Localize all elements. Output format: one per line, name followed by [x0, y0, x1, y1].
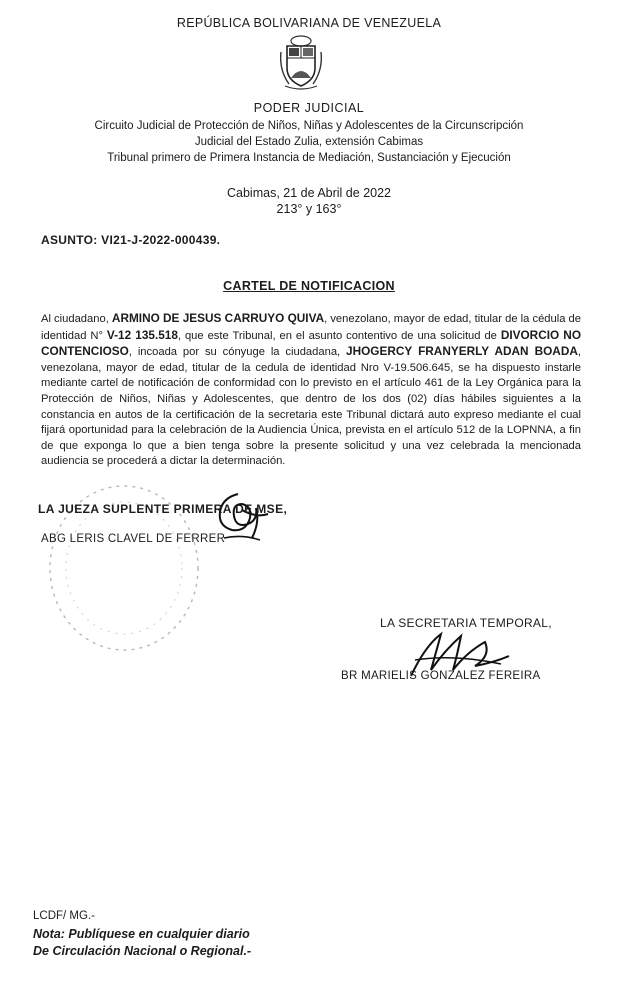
body-text-3: , que este Tribunal, en el asunto contentivo de una solicitud de [177, 329, 501, 342]
tribunal-line: Tribunal primero de Primera Instancia de Mediación, Sustanciación y Ejecución [107, 152, 511, 164]
secretary-title: LA SECRETARIA TEMPORAL, [380, 616, 552, 630]
respondent-name: ARMINO DE JESUS CARRUYO QUIVA [111, 311, 325, 325]
circuit-line-2: Judicial del Estado Zulia, extensión Cabimas [194, 136, 424, 148]
publication-note [33, 926, 251, 960]
judge-name: ABG LERIS CLAVEL DE FERRER [41, 533, 226, 545]
note-line-1: Nota: Publíquese en cualquier diario [33, 927, 250, 941]
secretary-name: BR MARIELIS GONZALEZ FEREIRA [341, 670, 541, 682]
place-date: Cabimas, 21 de Abril de 2022 [227, 186, 391, 200]
respondent-id: V-12 135.518 [106, 327, 178, 342]
case-type: DIVORCIO NO CONTENCIOSO [41, 327, 581, 359]
author-initials: LCDF/ MG.- [33, 910, 95, 922]
case-number: ASUNTO: VI21-J-2022-000439. [41, 233, 221, 247]
date-block [0, 185, 618, 217]
petitioner-name: JHOGERCY FRANYERLY ADAN BOADA [346, 344, 578, 359]
circuit-line-1: Circuito Judicial de Protección de Niños, Niñas y Adolescentes de la Circunscripción [94, 120, 524, 132]
years-line: 213° y 163° [276, 202, 342, 216]
republic-heading: REPÚBLICA BOLIVARIANA DE VENEZUELA [176, 16, 442, 30]
body-text-4: , incoada por su cónyuge la ciudadana, [128, 346, 347, 359]
notification-body [41, 311, 581, 470]
judge-title: LA JUEZA SUPLENTE PRIMERA DE MSE, [38, 502, 288, 516]
judicial-power-heading: PODER JUDICIAL [253, 101, 365, 115]
body-text-2: , venezolano, mayor de edad, titular de la cédula de identidad N° [41, 313, 581, 342]
body-text-1: Al ciudadano, [41, 313, 112, 325]
body-text-5: , venezolana, mayor de edad, titular de la cedula de identidad Nro V-19.506.645, se ha dispuesto instarle mediante cartel de notificación de conformidad con lo previsto en el artículo 461 de la Ley Orgánica para la Protección de Niños, Niñas y Adolescentes, que dentro de los dos (02) días hábiles siguientes a la constancia en autos de la certificación de la secretaria este Tribunal dictará auto expreso mediante el cual fijará oportunidad para la celebración de la Audiencia Única, prevista en el artículo 512 de la LOPNNA, a fin de que exponga lo que a bien tenga sobre la presente solicitud y una vez celebrada la mencionada audiencia se procederá a dictar la determinación. [41, 346, 581, 468]
note-line-2: De Circulación Nacional o Regional.- [33, 944, 252, 958]
document-title: CARTEL DE NOTIFICACION [223, 279, 395, 293]
circuit-heading [0, 118, 618, 166]
coat-of-arms-icon [279, 34, 323, 90]
